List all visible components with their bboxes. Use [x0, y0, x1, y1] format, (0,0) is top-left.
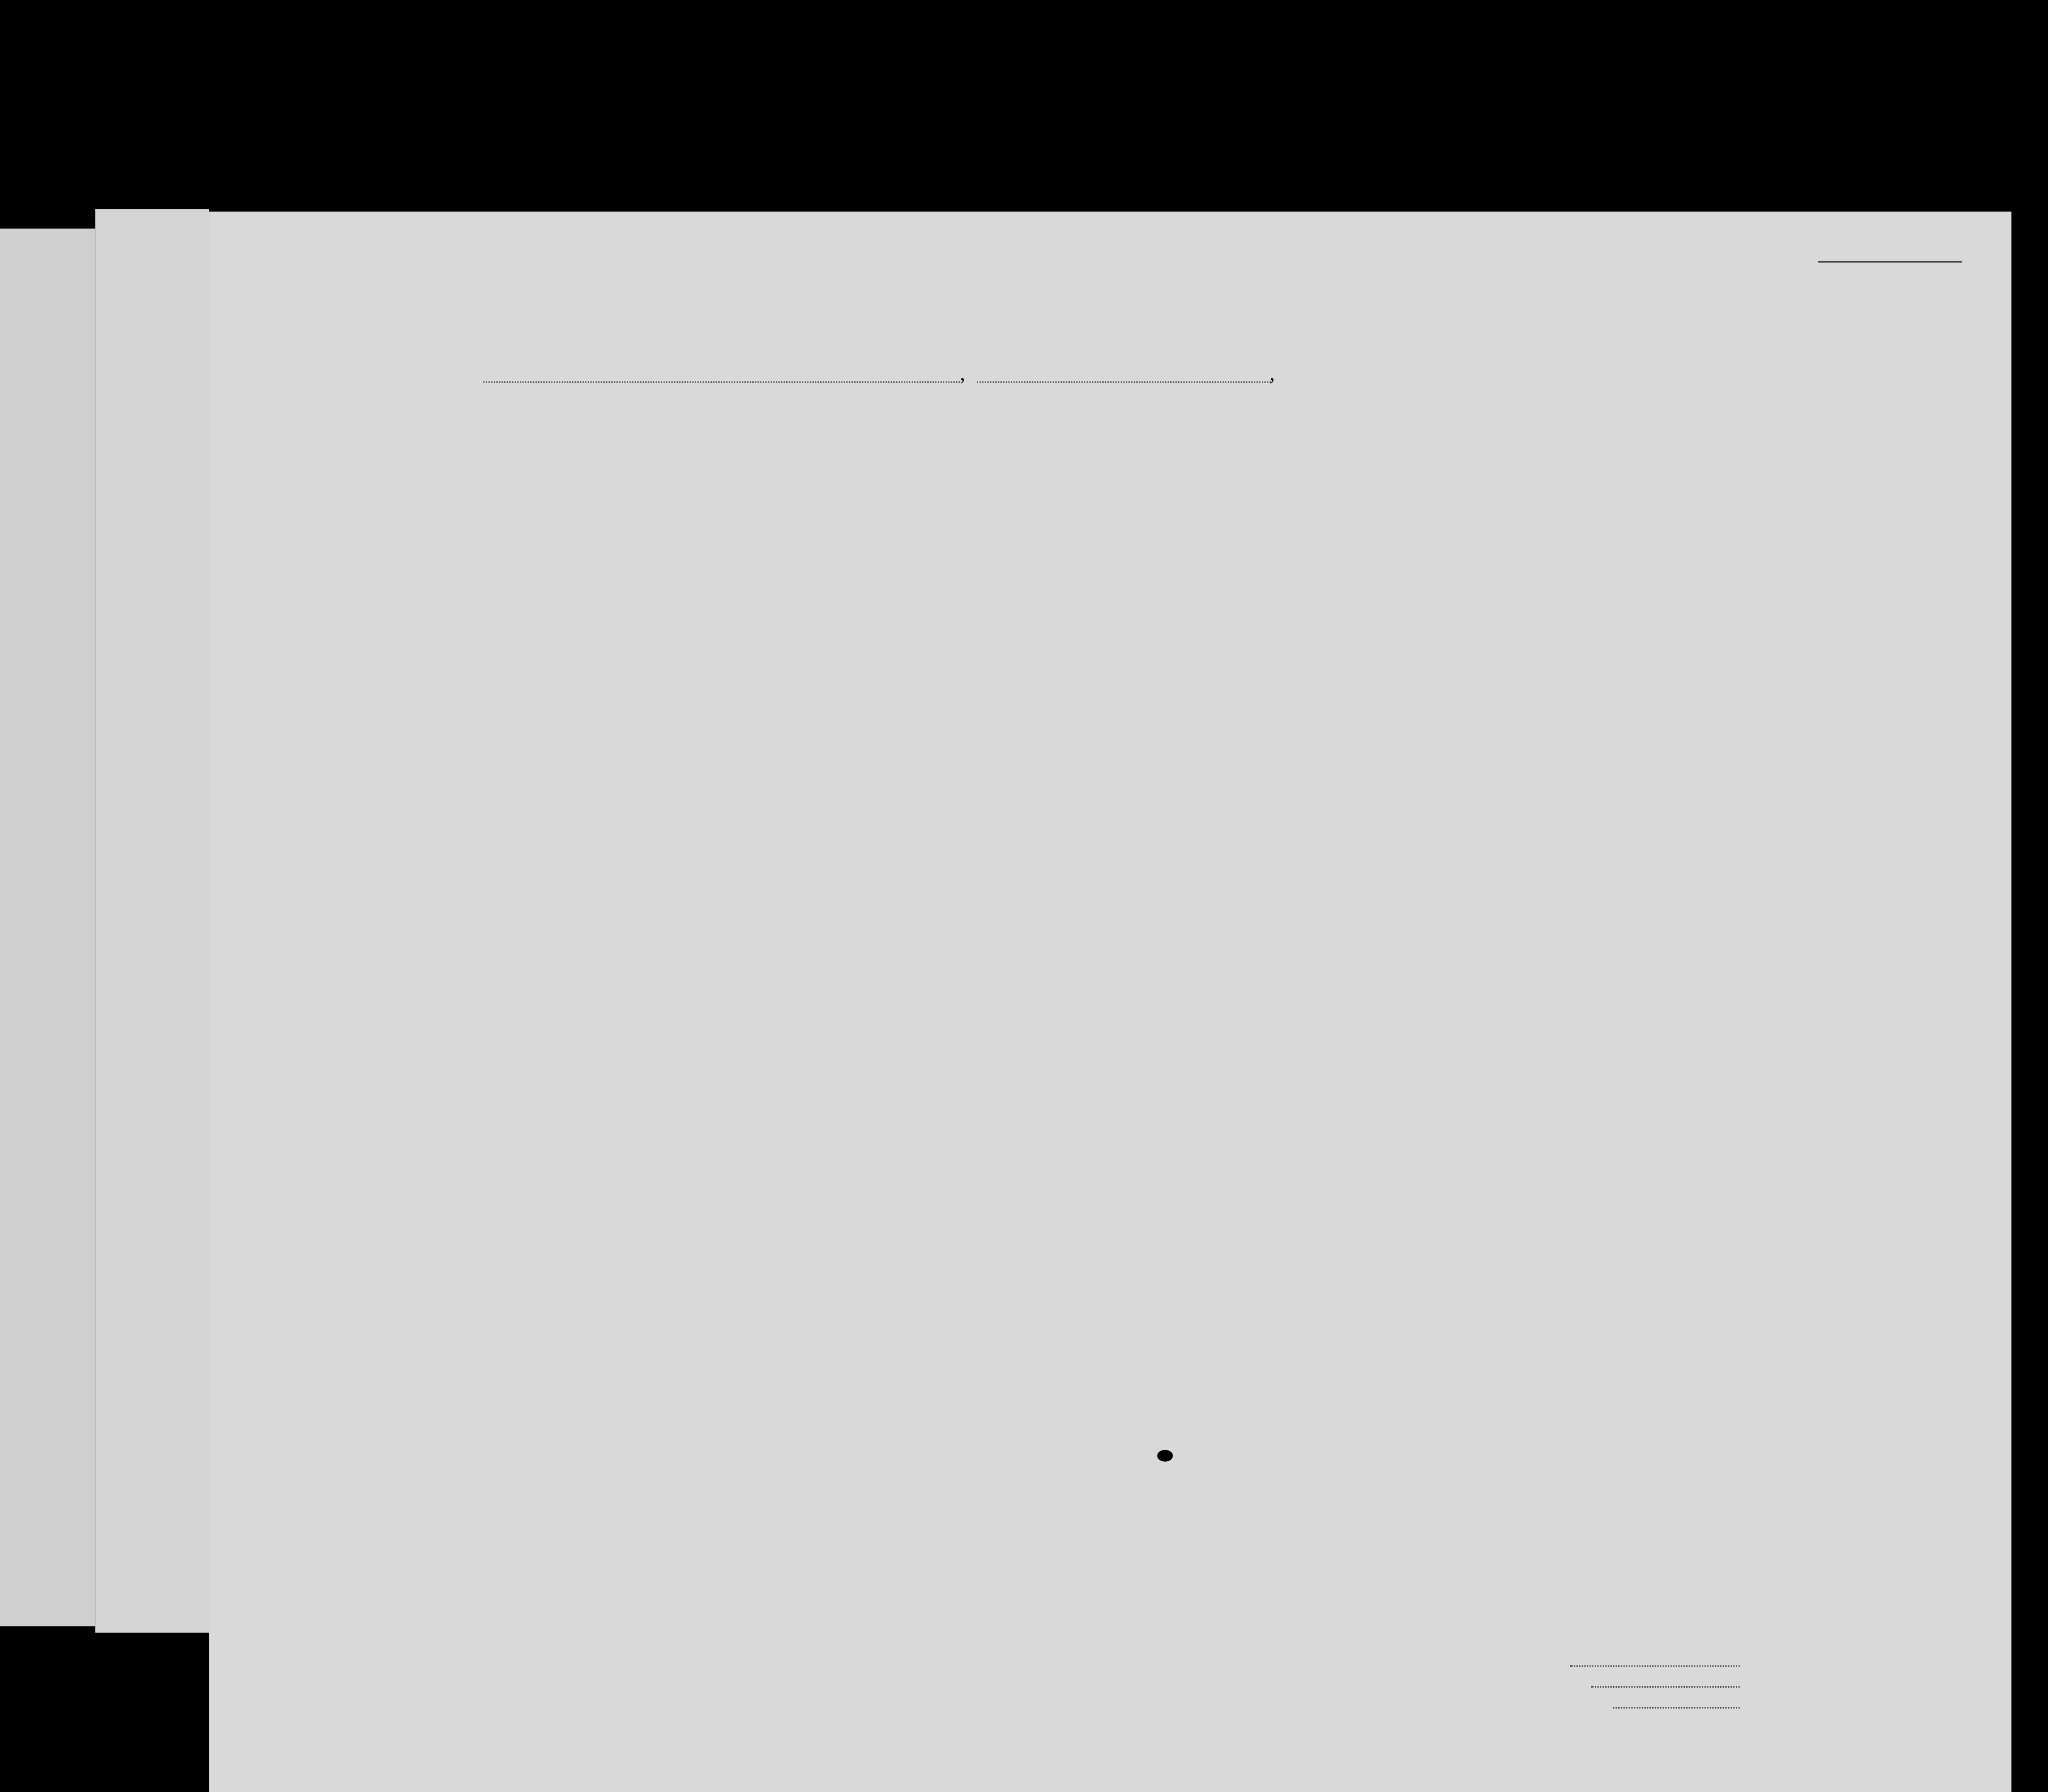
binding-strip: [95, 209, 209, 1633]
line-underline: [1570, 1666, 1740, 1667]
date-underline: [977, 382, 1271, 383]
agents-underline: [1613, 1707, 1740, 1709]
list-underline: [1818, 261, 1962, 263]
manifest-sheet: [209, 212, 2011, 1792]
annotation-row-14: [1030, 964, 1250, 987]
comma-2: ,: [1269, 363, 1275, 385]
left-page-fragment: [0, 229, 95, 1626]
comma: ,: [960, 363, 966, 385]
owners-underline: [1591, 1686, 1740, 1688]
port-underline: [483, 382, 960, 383]
ink-blot: [1157, 1450, 1173, 1462]
left-side-words: [5, 448, 58, 472]
